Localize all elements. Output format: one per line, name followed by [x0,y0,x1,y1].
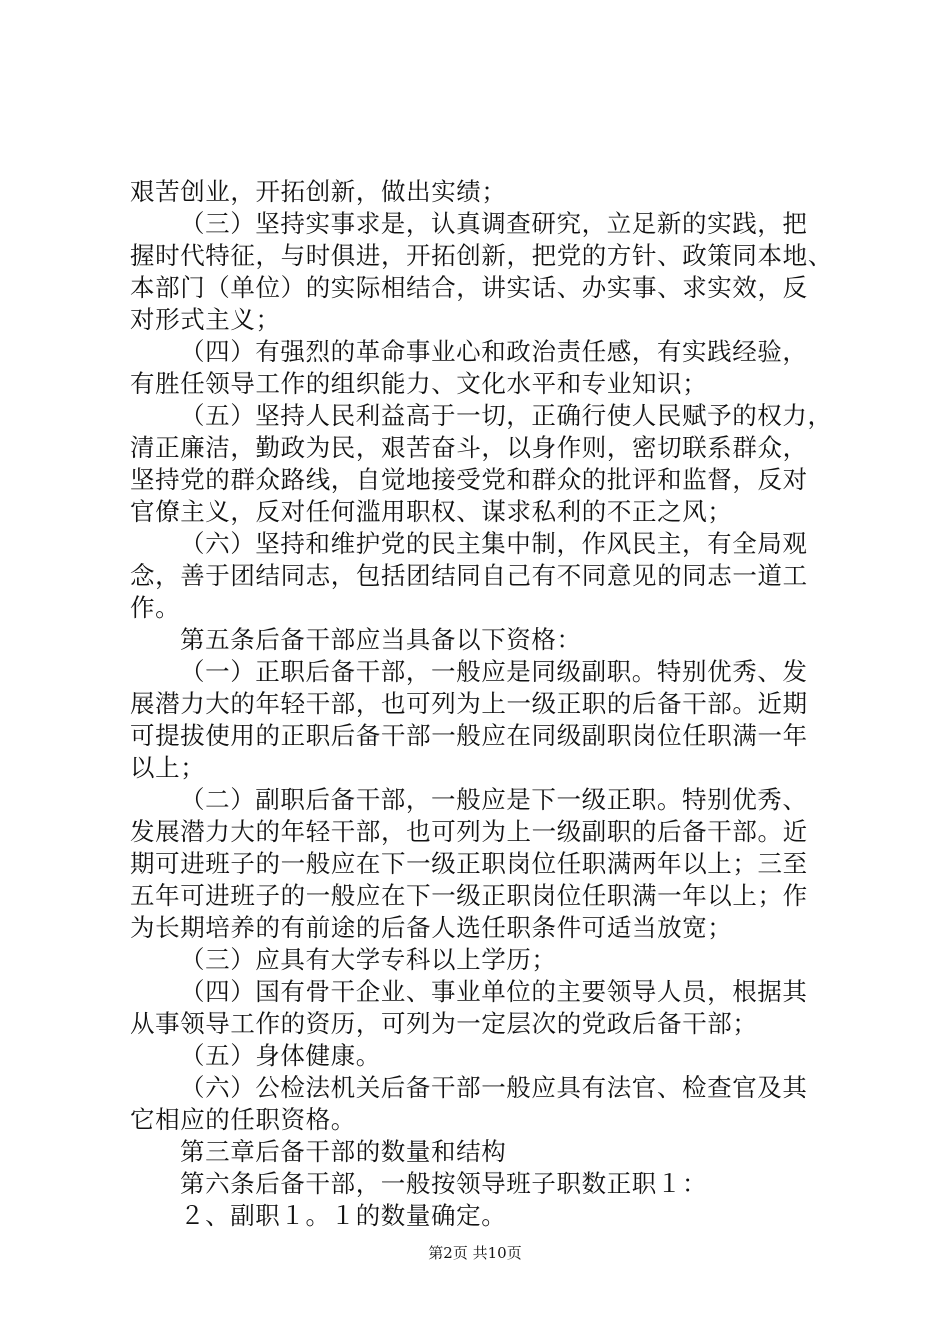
text-line: 作。 [130,593,181,622]
chapter-heading: 第三章后备干部的数量和结构 [180,1137,507,1166]
text-line: 有胜任领导工作的组织能力、文化水平和专业知识； [130,369,708,398]
article-heading: 第五条后备干部应当具备以下资格： [180,625,582,654]
text-line: 念，善于团结同志，包括团结同自己有不同意见的同志一道工 [130,561,808,590]
article-heading: 第六条后备干部，一般按领导班子职数正职１： [180,1169,708,1198]
text-line: 握时代特征，与时俱进，开拓创新，把党的方针、政策同本地、 [130,241,833,270]
text-line: （一）正职后备干部，一般应是同级副职。特别优秀、发 [180,657,808,686]
text-line: 为长期培养的有前途的后备人选任职条件可适当放宽； [130,913,733,942]
text-line: 官僚主义，反对任何滥用职权、谋求私利的不正之风； [130,497,733,526]
text-line: （四）有强烈的革命事业心和政治责任感，有实践经验， [180,337,808,366]
page-number-footer: 第2页 共10页 [428,1244,522,1262]
text-line: （六）坚持和维护党的民主集中制，作风民主，有全局观 [180,529,808,558]
text-line: 本部门（单位）的实际相结合，讲实话、办实事、求实效，反 [130,273,808,302]
text-line: 五年可进班子的一般应在下一级正职岗位任职满一年以上；作 [130,881,808,910]
text-line: （五）身体健康。 [180,1041,381,1070]
text-line: （五）坚持人民利益高于一切，正确行使人民赋予的权力， [180,401,833,430]
text-line: 坚持党的群众路线，自觉地接受党和群众的批评和监督，反对 [130,465,808,494]
text-line: ２、副职１。１的数量确定。 [180,1201,507,1230]
text-line: 它相应的任职资格。 [130,1105,356,1134]
text-line: （六）公检法机关后备干部一般应具有法官、检查官及其 [180,1073,808,1102]
text-line: （二）副职后备干部，一般应是下一级正职。特别优秀、 [180,785,808,814]
text-line: 展潜力大的年轻干部，也可列为上一级正职的后备干部。近期 [130,689,808,718]
text-line: （三）坚持实事求是，认真调查研究，立足新的实践，把 [180,209,808,238]
text-line: 清正廉洁，勤政为民，艰苦奋斗，以身作则，密切联系群众， [130,433,808,462]
text-line: 发展潜力大的年轻干部，也可列为上一级副职的后备干部。近 [130,817,808,846]
text-line: 艰苦创业，开拓创新，做出实绩； [130,177,507,206]
text-line: 可提拔使用的正职后备干部一般应在同级副职岗位任职满一年 [130,721,808,750]
text-line: 从事领导工作的资历，可列为一定层次的党政后备干部； [130,1009,758,1038]
text-line: 以上； [130,753,206,782]
text-line: 对形式主义； [130,305,281,334]
text-line: （三）应具有大学专科以上学历； [180,945,557,974]
text-line: 期可进班子的一般应在下一级正职岗位任职满两年以上；三至 [130,849,808,878]
text-line: （四）国有骨干企业、事业单位的主要领导人员，根据其 [180,977,808,1006]
